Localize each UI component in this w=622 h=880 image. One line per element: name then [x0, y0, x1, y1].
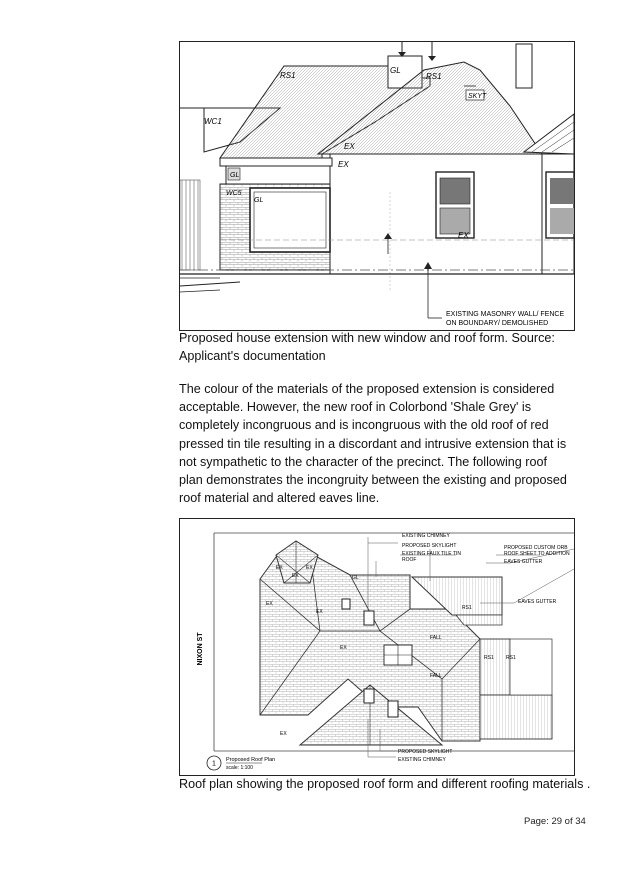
roof-plan-drawing: [180, 519, 574, 775]
skylight-1: [342, 599, 350, 609]
chimney-plan-2: [388, 701, 398, 717]
label-gl-top: GL: [390, 66, 401, 75]
legend-title: Proposed Roof Plan: [226, 757, 276, 763]
label-ex-roof-1: EX: [344, 142, 355, 151]
note-faux-tile-line2: ROOF: [402, 557, 417, 563]
callout-text-line1: EXISTING MASONRY WALL/ FENCE: [446, 311, 565, 318]
label-ex-window: EX: [458, 231, 469, 240]
tag-rs1: RS1: [484, 655, 494, 661]
street-label: NIXON ST: [197, 632, 204, 666]
note-proposed-skylight-top: PROPOSED SKYLIGHT: [402, 543, 457, 549]
tag-rs1: RS1: [462, 605, 472, 611]
roof-plan-figure: [179, 518, 575, 776]
callout-text-line2: ON BOUNDARY/ DEMOLISHED: [446, 320, 549, 327]
note-proposed-skylight-bottom: PROPOSED SKYLIGHT: [398, 749, 453, 755]
label-rs1-right: RS1: [426, 72, 442, 81]
tag-fall: FALL: [430, 635, 442, 641]
right-hip-roof: [524, 114, 574, 154]
figure1-caption: Proposed house extension with new window and roof form. Source: Applicant's documentation: [179, 331, 555, 364]
chimney-plan: [364, 611, 374, 625]
page-number: Page: 29 of 34: [524, 816, 586, 827]
figure2-caption: Roof plan showing the proposed roof form and different roofing materials .: [179, 777, 591, 791]
skylight-2: [364, 689, 374, 703]
tag-ex: EX: [340, 645, 347, 651]
note-eaves-gutter-top: EAVES GUTTER: [504, 559, 543, 565]
note-proposed-custom-line2: ROOF SHEET TO ADDITION: [504, 551, 570, 557]
tag-gl: GL: [352, 575, 359, 581]
note-existing-chimney-bottom: EXISTING CHIMNEY: [398, 757, 446, 763]
note-faux-tile-line1: EXISTING FAUX TILE TIN: [402, 551, 461, 557]
label-ex-roof-2: EX: [338, 160, 349, 169]
tag-ex: EX: [280, 731, 287, 737]
label-gl-small: GL: [230, 172, 240, 179]
legend-number: 1: [212, 760, 216, 768]
side-fence: [180, 180, 200, 270]
label-wc1: WC1: [204, 117, 222, 126]
note-existing-chimney-top: EXISTING CHIMNEY: [402, 533, 450, 539]
tag-ex: EX: [316, 609, 323, 615]
note-proposed-custom-line1: PROPOSED CUSTOM ORB: [504, 545, 568, 551]
body-paragraph: The colour of the materials of the proposed extension is considered acceptable. However, the new roof in Colorbond 'Shale Grey' is completely incongruous and is incongruous with the old roof of red pressed tin tile resulting in a discordant and intrusive extension that is not sympathetic to the character of the precinct. The following roof plan demonstrates the incongruity between the existing and proposed roof material and altered eaves line.: [179, 382, 567, 506]
tag-ex: EX: [292, 573, 299, 579]
legend-scale: scale: 1:100: [226, 765, 253, 771]
right-addition-roof: [480, 639, 510, 695]
label-skyt: SKYT: [468, 93, 487, 100]
tag-rs1: RS1: [506, 655, 516, 661]
note-eaves-gutter-mid: EAVES GUTTER: [518, 599, 557, 605]
tag-ex: EX: [306, 565, 313, 571]
tag-ex: EX: [276, 565, 283, 571]
extension-fascia: [226, 166, 330, 184]
tag-fall: FALL: [430, 673, 442, 679]
label-wc5: WC5: [226, 190, 242, 197]
elevation-drawing-figure: [179, 41, 575, 331]
label-gl-window: GL: [254, 197, 264, 204]
chimney: [516, 44, 532, 88]
label-rs1-left: RS1: [280, 71, 296, 80]
elevation-drawing: [180, 42, 574, 330]
tag-ex: EX: [266, 601, 273, 607]
